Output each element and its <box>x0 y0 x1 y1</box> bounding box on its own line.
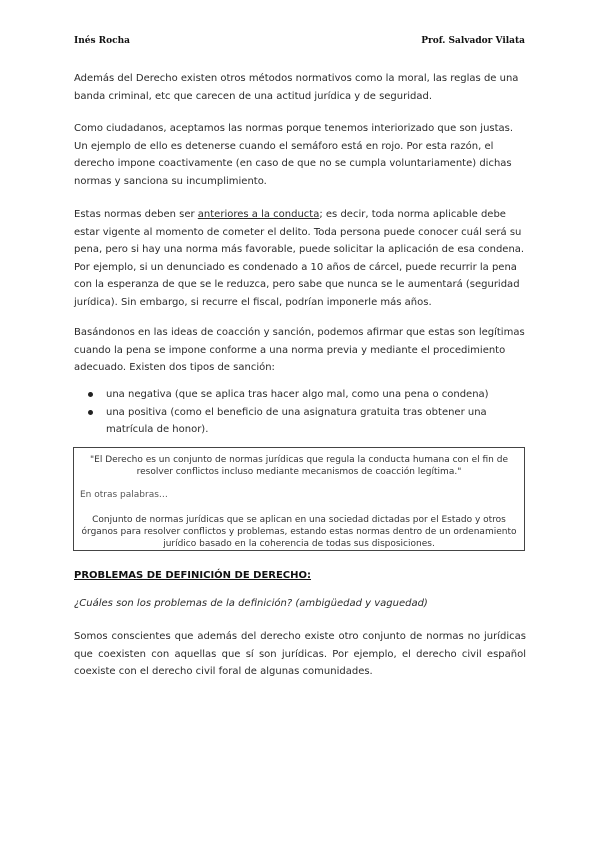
paragraph-non-legal-norms: Somos conscientes que además del derecho existe otro conjunto de normas no jurídicas que coexisten con aquellas que sí son jurídicas. Por ejemplo, el derecho civil español coexiste con el derecho civil foral de algunas comunidades. <box>74 631 526 677</box>
section-title: PROBLEMAS DE DEFINICIÓN DE DERECHO: <box>74 570 312 581</box>
professor-name: Prof. Salvador Vilata <box>421 36 525 46</box>
paragraph-prior-norms <box>74 206 526 311</box>
p3-text-after: ; es decir, toda norma aplicable debe estar vigente al momento de cometer el delito. Toda persona puede conocer cuál será su pena, pero si hay una norma más favorable, puede solicitar la aplicación de esa condena. Por ejemplo, si un denunciado es condenado a 10 años de cárcel, puede recurrir la pena con la esperanza de que se le reduzca, pero sabe que nunca se le aumentará (seguridad jurídica). Sin embargo, si recurre el fiscal, podrían imponerle más años. <box>74 209 525 308</box>
list-item-text: una negativa (que se aplica tras hacer algo mal, como una pena o condena) <box>106 389 489 400</box>
paragraph-citizens-accept-norms: Como ciudadanos, aceptamos las normas porque tenemos interiorizado que son justas. Un ejemplo de ello es detenerse cuando el semáforo está en rojo. Por esta razón, el derecho impone coactivamente (en caso de que no se cumpla voluntariamente) dichas normas y sanciona su incumplimiento. <box>74 123 514 187</box>
quote-subtitle: En otras palabras… <box>80 490 168 500</box>
bullet-icon <box>88 410 93 415</box>
p3-underlined-phrase: anteriores a la conducta <box>197 209 320 220</box>
sanction-types-list <box>88 386 524 439</box>
list-item <box>88 386 524 404</box>
definition-quote-box <box>73 447 525 551</box>
section-question: ¿Cuáles son los problemas de la definición? (ambigüedad y vaguedad) <box>74 598 428 609</box>
bullet-icon <box>88 392 93 397</box>
definition-quote: "El Derecho es un conjunto de normas jurídicas que regula la conducta humana con el fin de resolver conflictos incluso mediante mecanismos de coacción legítima." <box>90 455 508 477</box>
list-item-text: una positiva (como el beneficio de una asignatura gratuita tras obtener una matrícula de honor). <box>106 406 487 435</box>
definition-restatement: Conjunto de normas jurídicas que se aplican en una sociedad dictadas por el Estado y otros órganos para resolver conflictos y problemas, estando estas normas dentro de un ordenamiento jurídico basado en la coherencia de todas sus disposiciones. <box>81 515 517 549</box>
list-item <box>88 404 524 439</box>
author-name: Inés Rocha <box>74 36 131 46</box>
paragraph-other-normative-methods: Además del Derecho existen otros métodos normativos como la moral, las reglas de una banda criminal, etc que carecen de una actitud jurídica y de seguridad. <box>74 73 519 102</box>
paragraph-coercion-sanction: Basándonos en las ideas de coacción y sanción, podemos afirmar que estas son legítimas cuando la pena se impone conforme a una norma previa y mediante el procedimiento adecuado. Existen dos tipos de sanción: <box>74 327 525 373</box>
p3-text-before: Estas normas deben ser <box>74 209 198 220</box>
